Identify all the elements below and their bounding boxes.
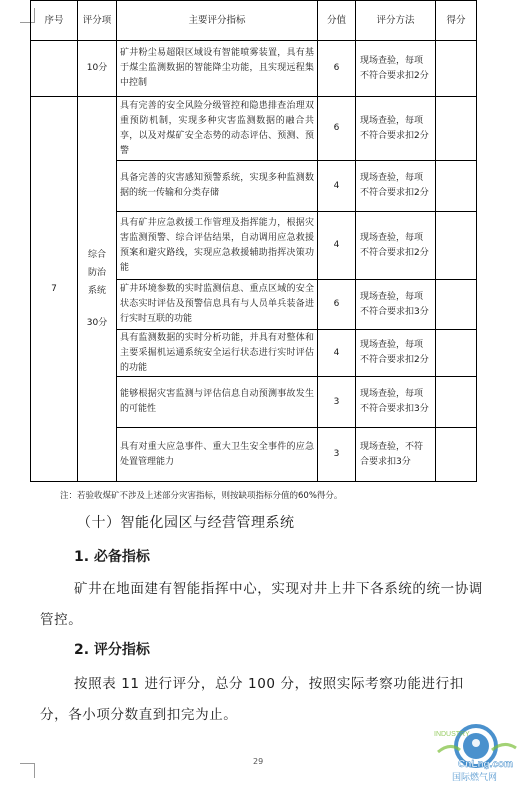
page-number: 29 [253,757,264,766]
group-no-cell: 7 [31,97,78,482]
header-no: 序号 [31,1,78,41]
section-heading: （十）智能化园区与经营管理系统 [77,515,295,531]
subsection-heading-scoring: 2. 评分指标 [74,642,150,658]
watermark-logo [430,722,520,782]
points-cell [436,41,477,97]
table-note: 注：若验收煤矿不涉及上述部分灾害指标，则按缺项指标分值的60%得分。 [60,491,343,501]
score-cell: 4 [318,212,356,280]
item-score-cell: 10分 [78,41,117,97]
paragraph-scoring: 按照表 11 进行评分，总分 100 分，按照实际考察功能进行扣分，各小项分数直到扣完为止。 [40,676,464,723]
score-cell: 6 [318,97,356,161]
indicator-cell: 具有矿井应急救援工作管理及指挥能力，根据灾害监测预警、综合评估结果，自动调用应急救援预案和避灾路线，实现应急救援辅助指挥决策功能 [117,212,318,280]
group-item-cell [78,97,117,482]
method-cell: 现场查验，每项不符合要求扣2分 [356,330,436,377]
indicator-cell: 矿井粉尘易超限区域设有智能喷雾装置，具有基于煤尘监测数据的智能降尘功能，且实现远程集中控制 [117,41,318,97]
points-cell [436,97,477,161]
header-method: 评分方法 [356,1,436,41]
score-cell: 4 [318,330,356,377]
watermark-logo-icon [430,722,520,782]
score-cell: 3 [318,428,356,482]
method-cell: 现场查验，每项不符合要求扣2分 [356,212,436,280]
header-indicator: 主要评分指标 [117,1,318,41]
method-cell: 现场查验，不符合要求扣3分 [356,428,436,482]
indicator-cell: 矿井环境参数的实时监测信息、重点区域的安全状态实时评估及预警信息具有与人员单兵装备进行实时互联的功能 [117,280,318,330]
method-cell: 现场查验，每项不符合要求扣3分 [356,377,436,428]
points-cell [436,377,477,428]
score-cell: 6 [318,280,356,330]
points-cell [436,161,477,212]
watermark-site: CnLng.com [458,759,513,770]
indicator-cell: 具有监测数据的实时分析功能，并具有对整体和主要采掘机运通系统安全运行状态进行实时评估的功能 [117,330,318,377]
indicator-cell: 具有对重大应急事件、重大卫生安全事件的应急处置管理能力 [117,428,318,482]
header-points: 得分 [436,1,477,41]
subsection-heading-required: 1. 必备指标 [74,549,150,565]
table-row [31,41,477,97]
paragraph-required: 矿井在地面建有智能指挥中心，实现对井上井下各系统的统一协调管控。 [40,581,483,628]
indicator-cell: 能够根据灾害监测与评估信息自动预测事故发生的可能性 [117,377,318,428]
header-score: 分值 [318,1,356,41]
method-cell: 现场查验，每项不符合要求扣2分 [356,41,436,97]
group-item-name: 综合防治系统 [87,250,106,296]
scoring-table [30,0,477,482]
method-cell: 现场查验，每项不符合要求扣3分 [356,280,436,330]
group-item-score: 30分 [86,318,108,328]
watermark-chinese: 国际燃气网 [452,773,498,782]
score-cell: 3 [318,377,356,428]
header-item: 评分项 [78,1,117,41]
points-cell [436,428,477,482]
method-cell: 现场查验，每项不符合要求扣2分 [356,161,436,212]
table-row [31,97,477,161]
watermark-brand: INDUSTRY [434,731,470,738]
points-cell [436,212,477,280]
row-no-cell [31,41,78,97]
score-cell: 4 [318,161,356,212]
score-cell: 6 [318,41,356,97]
method-cell: 现场查验，每项不符合要求扣2分 [356,97,436,161]
points-cell [436,280,477,330]
points-cell [436,330,477,377]
indicator-cell: 具有完善的安全风险分级管控和隐患排查治理双重预防机制，实现多种灾害监测数据的融合共享，以及对煤矿安全态势的动态评估、预测、预警 [117,97,318,161]
indicator-cell: 具备完善的灾害感知预警系统，实现多种监测数据的统一传输和分类存储 [117,161,318,212]
crop-mark-bottom-left [20,763,35,778]
table-header-row [31,1,477,41]
